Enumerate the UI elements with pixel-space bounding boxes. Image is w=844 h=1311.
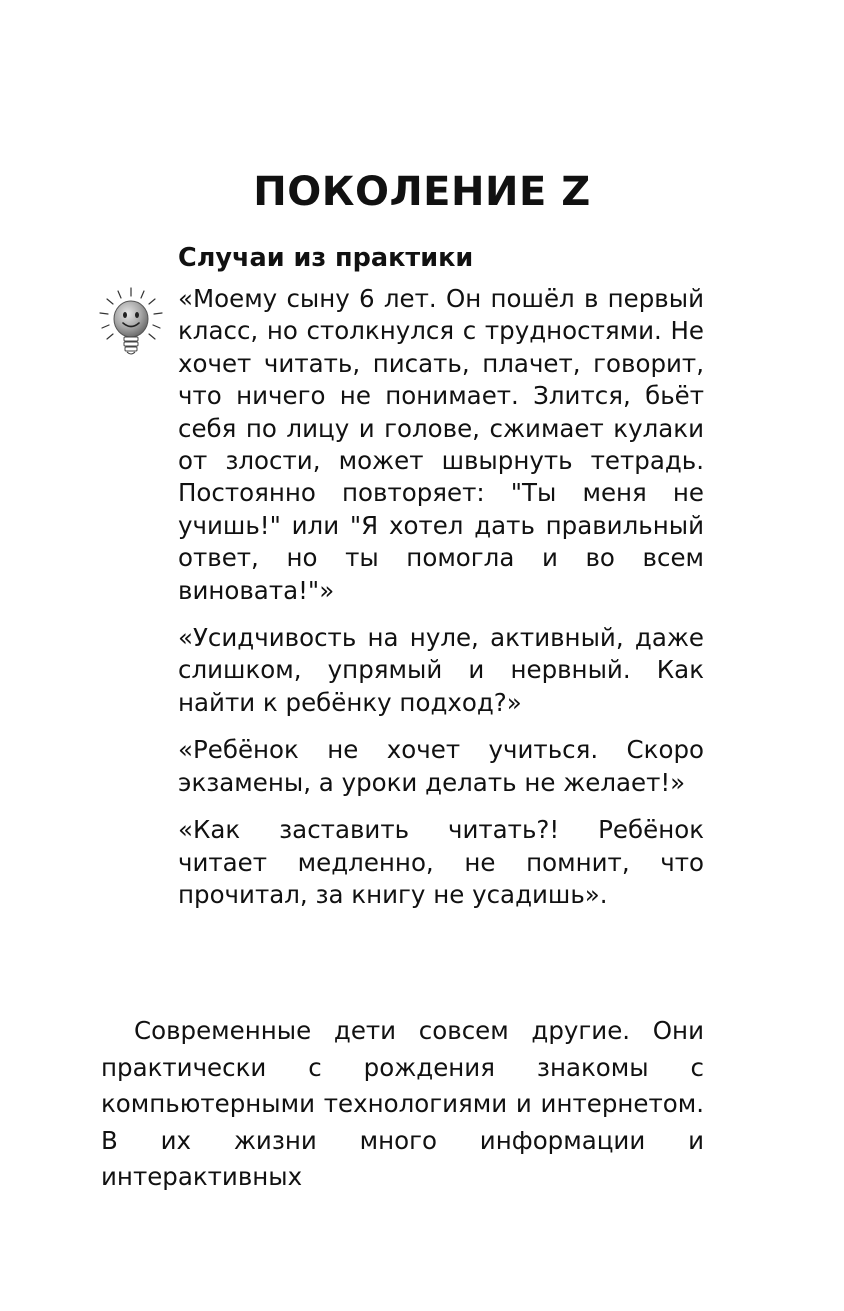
body-text — [101, 1013, 704, 1196]
quote-4: «Как заставить читать?! Ребёнок читает медленно, не помнит, что прочитал, за книгу не усадишь». — [178, 815, 704, 909]
quote-3: «Ребёнок не хочет учиться. Скоро экзамены, а уроки делать не желает!» — [178, 735, 704, 797]
lightbulb-smiley-icon — [98, 286, 164, 362]
page-title: ПОКОЛЕНИЕ Z — [253, 169, 591, 215]
quote-1: «Моему сыну 6 лет. Он пошёл в первый класс, но столкнулся с трудностями. Не хочет читать, писать, плачет, говорит, что ничего не понимает. Злится, бьёт себя по лицу и голове, сжимает кулаки от злости, может швырнуть тетрадь. Постоянно повторяет: "Ты меня не учишь!" или "Я хотел дать правильный ответ, но ты помогла и во всем виновата!"» — [178, 284, 704, 605]
practice-heading: Случаи из практики — [178, 243, 474, 273]
practice-cases — [178, 240, 704, 911]
quote-2: «Усидчивость на нуле, активный, даже слишком, упрямый и нервный. Как найти к ребёнку подход?» — [178, 623, 704, 717]
body-paragraph: Современные дети совсем другие. Они практически с рождения знакомы с компьютерными технологиями и интернетом. В их жизни много информации и интерактивных — [101, 1016, 704, 1191]
